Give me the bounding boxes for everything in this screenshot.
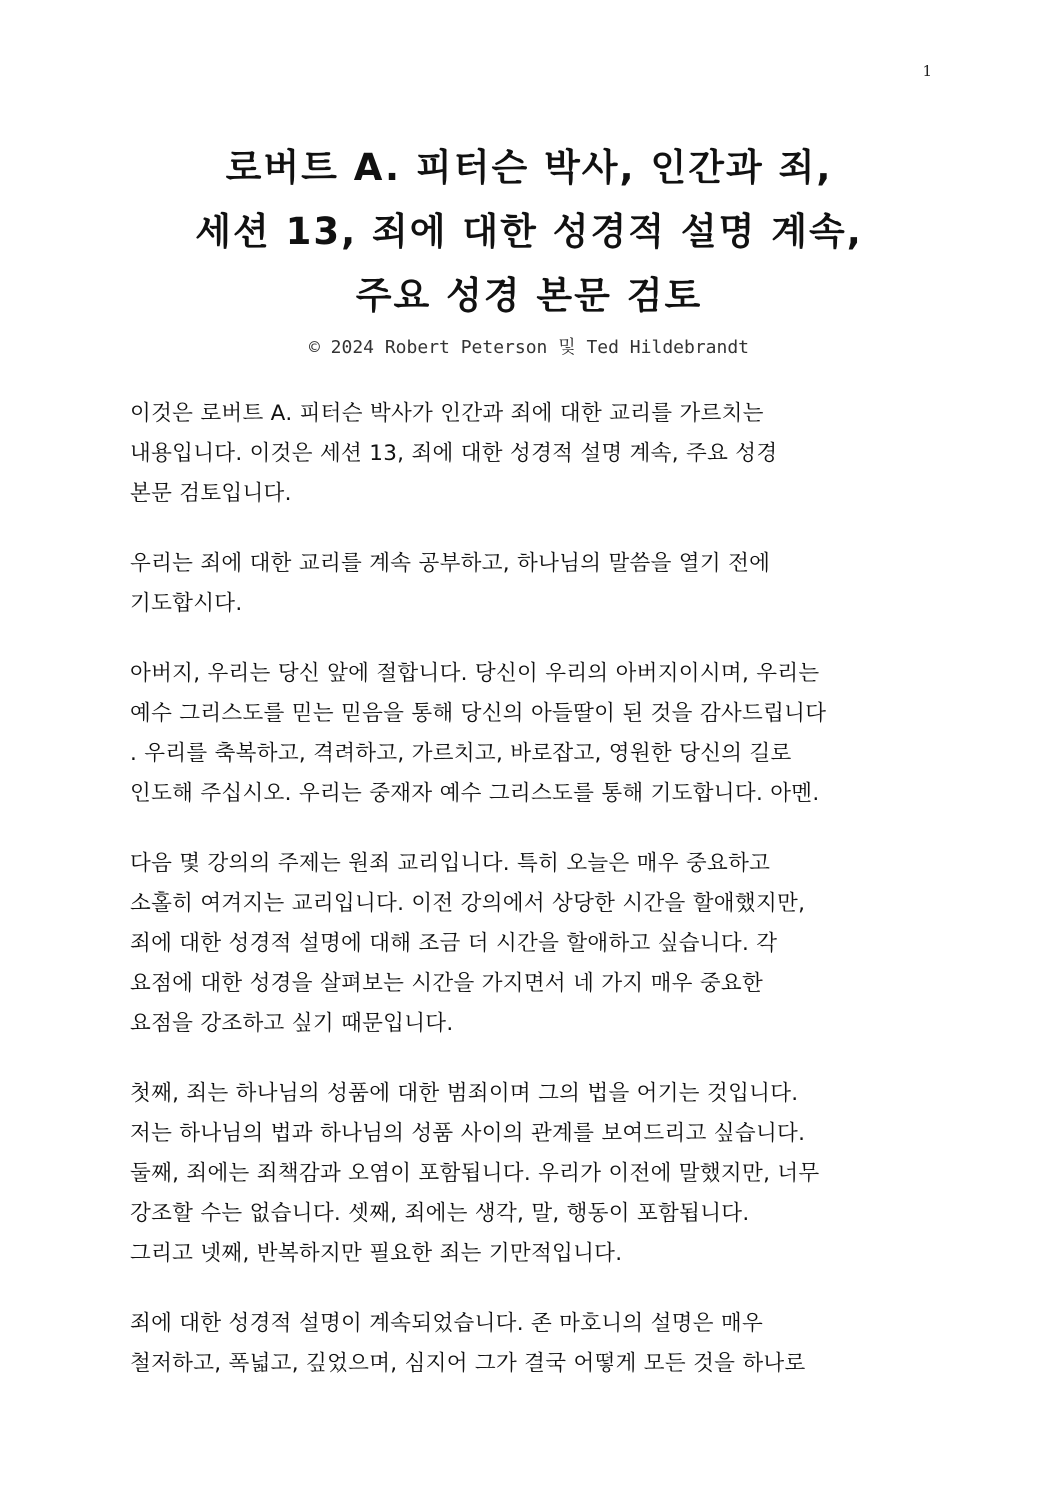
text-line: 죄에 대한 성경적 설명에 대해 조금 더 시간을 할애하고 싶습니다. 각 — [130, 931, 778, 956]
title-line: 로버트 A. 피터슨 박사, 인간과 죄, — [225, 146, 833, 189]
text-line: 둘째, 죄에는 죄책감과 오염이 포함됩니다. 우리가 이전에 말했지만, 너무 — [130, 1161, 820, 1186]
text-line: 강조할 수는 없습니다. 셋째, 죄에는 생각, 말, 행동이 포함됩니다. — [130, 1201, 750, 1226]
text-line: 기도합시다. — [130, 591, 243, 616]
paragraph-prayer-invite — [130, 544, 930, 624]
text-line: 죄에 대한 성경적 설명이 계속되었습니다. 존 마호니의 설명은 매우 — [130, 1311, 764, 1336]
document-title — [0, 136, 1058, 328]
title-line: 주요 성경 본문 검토 — [355, 274, 703, 317]
text-line: 예수 그리스도를 믿는 믿음을 통해 당신의 아들딸이 된 것을 감사드립니다 — [130, 701, 827, 726]
paragraph-topic — [130, 844, 930, 1044]
text-line: 아버지, 우리는 당신 앞에 절합니다. 당신이 우리의 아버지이시며, 우리는 — [130, 661, 820, 686]
text-line: 소홀히 여겨지는 교리입니다. 이전 강의에서 상당한 시간을 할애했지만, — [130, 891, 806, 916]
copyright-notice: © 2024 Robert Peterson 및 Ted Hildebrandt — [308, 337, 750, 358]
paragraph-prayer — [130, 654, 930, 814]
text-line: 철저하고, 폭넓고, 깊었으며, 심지어 그가 결국 어떻게 모든 것을 하나로 — [130, 1351, 806, 1376]
text-line: 본문 검토입니다. — [130, 481, 292, 506]
document-body — [130, 394, 930, 1414]
text-line: 다음 몇 강의의 주제는 원죄 교리입니다. 특히 오늘은 매우 중요하고 — [130, 851, 771, 876]
title-line: 세션 13, 죄에 대한 성경적 설명 계속, — [195, 210, 863, 253]
text-line: 내용입니다. 이것은 세션 13, 죄에 대한 성경적 설명 계속, 주요 성경 — [130, 441, 778, 466]
text-line: 인도해 주십시오. 우리는 중재자 예수 그리스도를 통해 기도합니다. 아멘. — [130, 781, 820, 806]
text-line: 그리고 넷째, 반복하지만 필요한 죄는 기만적입니다. — [130, 1241, 623, 1266]
page-number: 1 — [922, 62, 932, 80]
text-line: 저는 하나님의 법과 하나님의 성품 사이의 관계를 보여드리고 싶습니다. — [130, 1121, 806, 1146]
text-line: 요점을 강조하고 싶기 때문입니다. — [130, 1011, 454, 1036]
text-line: 요점에 대한 성경을 살펴보는 시간을 가지면서 네 가지 매우 중요한 — [130, 971, 764, 996]
paragraph-four-points — [130, 1074, 930, 1274]
text-line: . 우리를 축복하고, 격려하고, 가르치고, 바로잡고, 영원한 당신의 길로 — [130, 741, 792, 766]
paragraph-intro — [130, 394, 930, 514]
text-line: 이것은 로버트 A. 피터슨 박사가 인간과 죄에 대한 교리를 가르치는 — [130, 401, 764, 426]
paragraph-continued — [130, 1304, 930, 1384]
text-line: 우리는 죄에 대한 교리를 계속 공부하고, 하나님의 말씀을 열기 전에 — [130, 551, 771, 576]
text-line: 첫째, 죄는 하나님의 성품에 대한 범죄이며 그의 법을 어기는 것입니다. — [130, 1081, 799, 1106]
